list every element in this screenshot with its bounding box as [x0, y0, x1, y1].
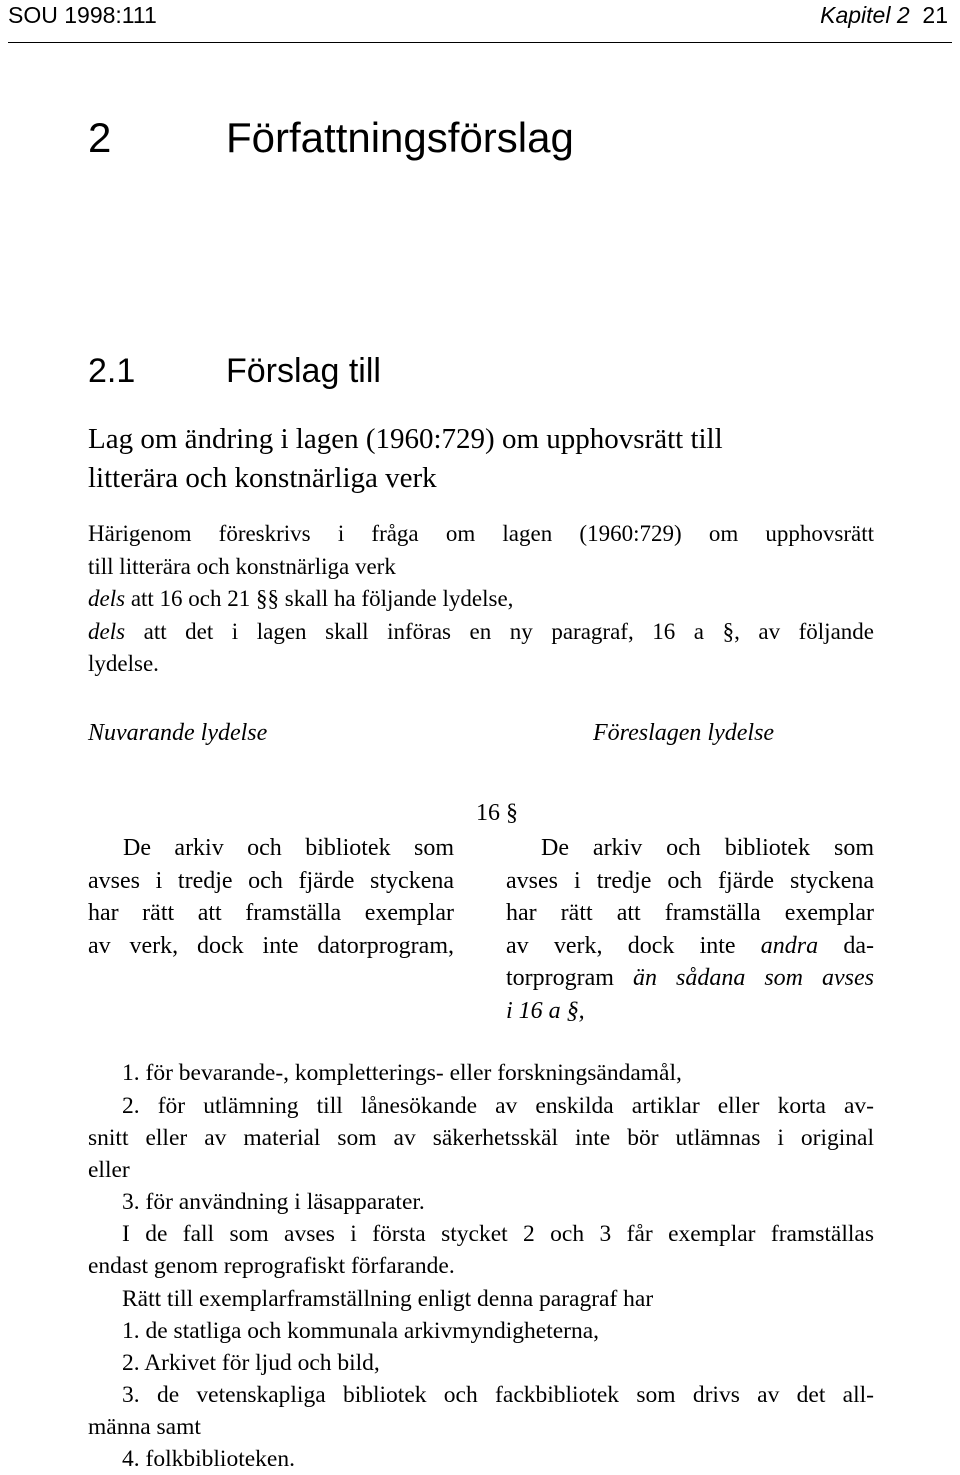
current-line: av verk, dock inte datorprogram,	[88, 932, 454, 959]
body-line: männa samt	[88, 1414, 201, 1440]
intro-line: lydelse.	[88, 651, 159, 676]
body-line: Rätt till exemplarframställning enligt denna paragraf har	[122, 1286, 654, 1312]
proposed-wording-column	[506, 832, 874, 1028]
intro-emphasis: dels	[88, 618, 126, 644]
body-line: 2. för utlämning till lånesökande av enskilda artiklar eller korta av-	[122, 1093, 874, 1119]
body-line: endast genom reprografiskt förfarande.	[88, 1253, 455, 1279]
intro-text: att det i lagen skall införas en ny paragraf, 16 a §, av följande	[125, 618, 874, 644]
intro-text: att 16 och 21 §§ skall ha följande lydelse,	[125, 586, 514, 611]
body-line	[88, 1122, 874, 1154]
intro-line	[88, 616, 874, 649]
intro-emphasis: dels	[88, 586, 126, 611]
current-line: har rätt att framställa exemplar	[88, 900, 454, 927]
proposed-line	[506, 995, 874, 1028]
proposed-emphasis: i 16 a §,	[506, 997, 585, 1024]
enacting-clause	[88, 518, 874, 681]
body-line-text: 3. de vetenskapliga bibliotek och fackbibliotek som drivs av det all-	[122, 1382, 874, 1408]
chapter-number: 2	[88, 114, 112, 161]
intro-line	[88, 583, 874, 616]
list-item: 4. folkbiblioteken.	[122, 1446, 295, 1472]
list-item: 3. för användning i läsapparater.	[122, 1189, 425, 1215]
intro-line: till litterära och konstnärliga verk	[88, 553, 396, 579]
law-title-line: Lag om ändring i lagen (1960:729) om upphovsrätt till	[88, 423, 723, 455]
chapter-page-reference	[820, 2, 948, 29]
running-header	[8, 0, 952, 43]
current-line: avses i tredje och fjärde styckena	[88, 867, 454, 894]
section-number: 2.1	[88, 352, 136, 390]
proposed-text: da-	[818, 932, 874, 959]
intro-line: Härigenom föreskrivs i fråga om lagen (1960:729) om upphovsrätt	[88, 521, 874, 546]
proposed-line: avses i tredje och fjärde styckena	[506, 867, 874, 894]
proposed-emphasis: än sådana som avses	[632, 965, 875, 992]
list-item: 1. de statliga och kommunala arkivmyndigheterna,	[122, 1318, 600, 1344]
chapter-title: Författningsförslag	[226, 114, 574, 161]
report-reference: SOU 1998:111	[8, 2, 157, 28]
chapter-label: Kapitel 2	[820, 2, 910, 28]
current-line: De arkiv och bibliotek som	[123, 835, 454, 861]
body-line: eller	[88, 1157, 130, 1183]
list-item	[122, 1090, 874, 1122]
proposed-line	[506, 962, 874, 995]
list-item: 2. Arkivet för ljud och bild,	[122, 1350, 380, 1376]
section-title: Förslag till	[226, 352, 381, 390]
list-item	[122, 1379, 874, 1411]
law-title	[88, 420, 723, 498]
body-line-text: I de fall som avses i första stycket 2 och 3 får exemplar framställas	[122, 1221, 874, 1247]
proposed-line: har rätt att framställa exemplar	[506, 900, 874, 927]
proposed-text: torprogram	[506, 965, 633, 992]
current-wording-column	[88, 832, 454, 962]
page-number: 21	[922, 2, 948, 28]
proposed-emphasis: andra	[760, 932, 819, 959]
current-wording-heading: Nuvarande lydelse	[88, 720, 268, 746]
proposed-wording-heading: Föreslagen lydelse	[593, 720, 775, 746]
list-item: 1. för bevarande-, kompletterings- eller forskningsändamål,	[122, 1060, 682, 1086]
body-line-text: snitt eller av material som av säkerhetsskäl inte bör utlämnas i original	[88, 1125, 874, 1151]
body-line	[122, 1218, 874, 1250]
section-heading	[88, 352, 888, 396]
chapter-heading	[88, 114, 888, 164]
law-title-line: litterära och konstnärliga verk	[88, 462, 437, 494]
proposed-line	[506, 930, 874, 963]
proposed-text: av verk, dock inte	[506, 932, 761, 959]
paragraph-marker: 16 §	[476, 800, 518, 826]
proposed-line: De arkiv och bibliotek som	[541, 835, 874, 861]
